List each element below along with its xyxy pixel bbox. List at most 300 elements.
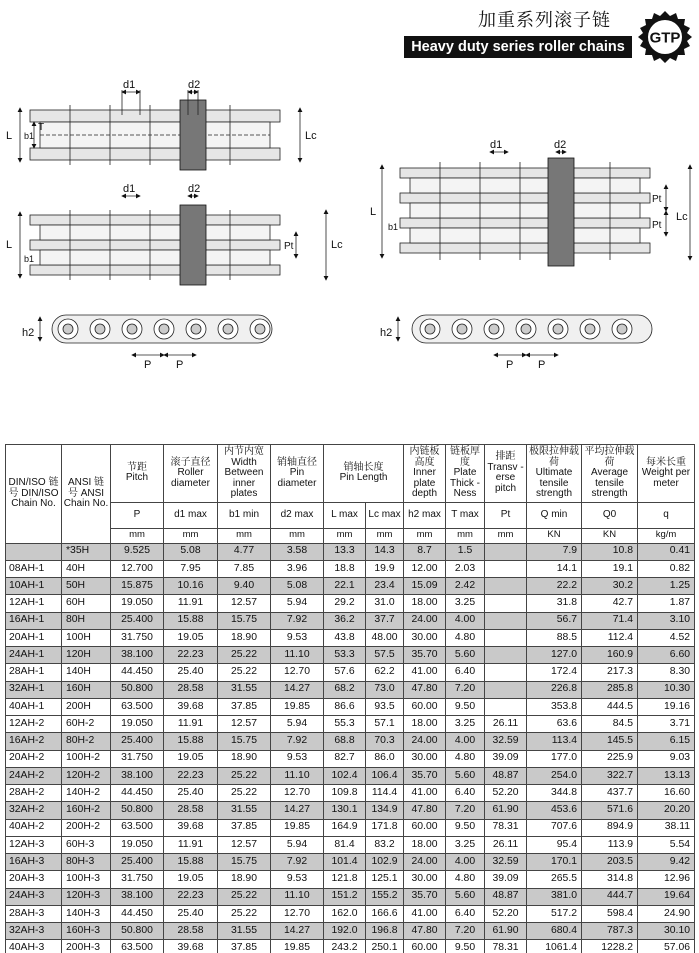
sym-thick: T max: [446, 502, 485, 528]
table-cell: 1.87: [638, 595, 695, 612]
table-cell: 285.8: [582, 681, 638, 698]
table-cell: 11.91: [164, 595, 218, 612]
unit-ultimate: KN: [527, 528, 582, 543]
table-cell: 11.91: [164, 836, 218, 853]
table-cell: 5.08: [271, 578, 324, 595]
table-cell: 20AH-3: [6, 871, 62, 888]
label-L-double: L: [6, 239, 13, 251]
table-row: [6, 698, 695, 715]
table-cell: 15.88: [164, 612, 218, 629]
table-cell: 18.00: [404, 595, 446, 612]
header-pin-length: 销轴长度 Pin Length: [324, 445, 404, 503]
table-cell: 11.10: [271, 888, 324, 905]
table-cell: 15.75: [218, 854, 271, 871]
table-cell: 47.80: [404, 802, 446, 819]
table-cell: 6.40: [446, 785, 485, 802]
label-b1-triple: b1: [388, 222, 399, 232]
table-cell: 1.25: [638, 578, 695, 595]
table-cell: 18.8: [324, 560, 366, 577]
table-cell: 23.4: [366, 578, 404, 595]
table-cell: 120H-3: [62, 888, 111, 905]
table-cell: 55.3: [324, 716, 366, 733]
unit-average: KN: [582, 528, 638, 543]
table-cell: 2.03: [446, 560, 485, 577]
table-cell: 172.4: [527, 664, 582, 681]
table-cell: 52.20: [485, 905, 527, 922]
label-Pt-triple-2: Pt: [652, 220, 662, 231]
table-cell: 15.75: [218, 733, 271, 750]
table-cell: 31.8: [527, 595, 582, 612]
table-cell: 95.4: [527, 836, 582, 853]
table-cell: 18.00: [404, 716, 446, 733]
table-header-row-1: [6, 445, 695, 503]
table-cell: [485, 681, 527, 698]
table-cell: 28AH-3: [6, 905, 62, 922]
table-cell: 7.92: [271, 854, 324, 871]
unit-transverse: mm: [485, 528, 527, 543]
sym-average: Q0: [582, 502, 638, 528]
table-cell: 160H-3: [62, 923, 111, 940]
table-cell: 226.8: [527, 681, 582, 698]
table-row: [6, 647, 695, 664]
table-cell: 6.40: [446, 905, 485, 922]
table-cell: 160.9: [582, 647, 638, 664]
table-cell: [485, 612, 527, 629]
table-cell: 40AH-3: [6, 940, 62, 953]
table-cell: 4.80: [446, 750, 485, 767]
table-row: [6, 940, 695, 953]
header-pitch: 节距 Pitch: [111, 445, 164, 503]
table-cell: 12.70: [271, 664, 324, 681]
header-weight: 每米长重 Weight per meter: [638, 445, 695, 503]
table-cell: 15.09: [404, 578, 446, 595]
label-d1-top: d1: [123, 79, 136, 91]
table-row: [6, 716, 695, 733]
table-cell: 47.80: [404, 923, 446, 940]
table-cell: 18.90: [218, 750, 271, 767]
table-cell: 12AH-3: [6, 836, 62, 853]
table-cell: 100H-2: [62, 750, 111, 767]
table-cell: 61.90: [485, 923, 527, 940]
label-d1-triple: d1: [490, 139, 503, 151]
label-P-left-2: P: [176, 359, 184, 371]
table-cell: 140H-3: [62, 905, 111, 922]
table-cell: 100H-3: [62, 871, 111, 888]
table-cell: 14.27: [271, 802, 324, 819]
table-cell: 4.00: [446, 733, 485, 750]
table-cell: 25.22: [218, 767, 271, 784]
table-cell: [485, 698, 527, 715]
table-cell: 38.11: [638, 819, 695, 836]
table-cell: 140H: [62, 664, 111, 681]
table-cell: 19.05: [164, 629, 218, 646]
table-row: [6, 664, 695, 681]
table-cell: 19.85: [271, 940, 324, 953]
table-cell: [485, 629, 527, 646]
table-cell: 26.11: [485, 716, 527, 733]
label-L-single: L: [6, 130, 13, 142]
table-cell: 15.88: [164, 733, 218, 750]
table-cell: 35.70: [404, 647, 446, 664]
gtp-logo: [636, 10, 694, 64]
table-cell: 10.16: [164, 578, 218, 595]
header-din-iso: DIN/ISO 链号 DIN/ISO Chain No.: [6, 445, 62, 544]
table-cell: 39.09: [485, 750, 527, 767]
header-roller: 滚子直径 Roller diameter: [164, 445, 218, 503]
table-cell: 8.7: [404, 543, 446, 560]
table-cell: 106.4: [366, 767, 404, 784]
table-cell: 30.2: [582, 578, 638, 595]
table-cell: 39.68: [164, 698, 218, 715]
table-row: [6, 767, 695, 784]
table-cell: 217.3: [582, 664, 638, 681]
header-pin: 销轴直径 Pin diameter: [271, 445, 324, 503]
table-cell: 7.92: [271, 733, 324, 750]
table-cell: 7.20: [446, 923, 485, 940]
table-cell: 1061.4: [527, 940, 582, 953]
table-cell: 3.96: [271, 560, 324, 577]
table-cell: 7.20: [446, 681, 485, 698]
table-row: [6, 612, 695, 629]
label-Lc-triple: Lc: [676, 211, 688, 223]
unit-thick: mm: [446, 528, 485, 543]
header-average: 平均拉伸载荷 Average tensile strength: [582, 445, 638, 503]
table-cell: 14.3: [366, 543, 404, 560]
table-row: [6, 543, 695, 560]
sym-pin: d2 max: [271, 502, 324, 528]
table-cell: 11.10: [271, 647, 324, 664]
side-view-right: [380, 315, 652, 371]
table-cell: 11.91: [164, 716, 218, 733]
table-cell: [485, 647, 527, 664]
table-cell: 13.13: [638, 767, 695, 784]
table-cell: 56.7: [527, 612, 582, 629]
table-cell: 3.10: [638, 612, 695, 629]
table-cell: 3.58: [271, 543, 324, 560]
table-cell: 38.100: [111, 647, 164, 664]
table-cell: 437.7: [582, 785, 638, 802]
table-cell: 265.5: [527, 871, 582, 888]
table-cell: 7.20: [446, 802, 485, 819]
table-cell: 80H-2: [62, 733, 111, 750]
table-cell: 37.85: [218, 940, 271, 953]
table-cell: 6.40: [446, 664, 485, 681]
table-cell: 80H-3: [62, 854, 111, 871]
table-cell: 10AH-1: [6, 578, 62, 595]
table-cell: 83.2: [366, 836, 404, 853]
table-cell: 571.6: [582, 802, 638, 819]
table-cell: 444.7: [582, 888, 638, 905]
table-cell: [485, 560, 527, 577]
table-cell: 18.90: [218, 629, 271, 646]
table-cell: 7.85: [218, 560, 271, 577]
table-cell: [485, 578, 527, 595]
table-cell: 109.8: [324, 785, 366, 802]
table-cell: 43.8: [324, 629, 366, 646]
table-cell: 9.03: [638, 750, 695, 767]
label-h2-right: h2: [380, 327, 393, 339]
table-cell: 25.40: [164, 905, 218, 922]
table-cell: 192.0: [324, 923, 366, 940]
table-row: [6, 905, 695, 922]
table-cell: 0.82: [638, 560, 695, 577]
table-cell: 11.10: [271, 767, 324, 784]
table-cell: 53.3: [324, 647, 366, 664]
table-row: [6, 595, 695, 612]
table-cell: 243.2: [324, 940, 366, 953]
table-cell: 93.5: [366, 698, 404, 715]
page-header: [0, 0, 699, 70]
header-ansi: ANSI 链号 ANSI Chain No.: [62, 445, 111, 544]
table-cell: 9.50: [446, 940, 485, 953]
table-cell: 24AH-3: [6, 888, 62, 905]
table-cell: 787.3: [582, 923, 638, 940]
table-row: [6, 802, 695, 819]
table-cell: 314.8: [582, 871, 638, 888]
table-cell: 14.27: [271, 681, 324, 698]
table-cell: 9.40: [218, 578, 271, 595]
table-cell: 894.9: [582, 819, 638, 836]
table-cell: 48.87: [485, 767, 527, 784]
table-cell: 25.22: [218, 888, 271, 905]
table-cell: 24.90: [638, 905, 695, 922]
label-Lc-single: Lc: [305, 130, 317, 142]
table-cell: 680.4: [527, 923, 582, 940]
table-row: [6, 923, 695, 940]
table-cell: 9.525: [111, 543, 164, 560]
table-cell: 22.23: [164, 888, 218, 905]
table-cell: 60.00: [404, 698, 446, 715]
table-cell: 7.95: [164, 560, 218, 577]
unit-L: mm: [324, 528, 366, 543]
table-row: [6, 819, 695, 836]
table-cell: 70.3: [366, 733, 404, 750]
table-cell: 57.06: [638, 940, 695, 953]
table-cell: 170.1: [527, 854, 582, 871]
table-cell: 80H: [62, 612, 111, 629]
table-cell: 31.55: [218, 681, 271, 698]
sym-depth: h2 max: [404, 502, 446, 528]
table-cell: 5.94: [271, 716, 324, 733]
table-cell: 101.4: [324, 854, 366, 871]
table-cell: 9.53: [271, 629, 324, 646]
table-cell: 38.100: [111, 888, 164, 905]
table-cell: 40AH-2: [6, 819, 62, 836]
unit-width: mm: [218, 528, 271, 543]
table-cell: 29.2: [324, 595, 366, 612]
label-d2-triple: d2: [554, 139, 567, 151]
table-cell: 0.41: [638, 543, 695, 560]
label-L-triple: L: [370, 206, 377, 218]
table-cell: 28.58: [164, 681, 218, 698]
table-cell: 707.6: [527, 819, 582, 836]
single-strand-drawing: [6, 79, 317, 170]
table-cell: 68.8: [324, 733, 366, 750]
table-cell: 114.4: [366, 785, 404, 802]
unit-roller: mm: [164, 528, 218, 543]
table-cell: 25.400: [111, 854, 164, 871]
table-cell: 22.23: [164, 647, 218, 664]
table-cell: 41.00: [404, 664, 446, 681]
table-cell: 10.8: [582, 543, 638, 560]
header-ultimate: 极限拉伸载荷 Ultimate tensile strength: [527, 445, 582, 503]
table-cell: 37.85: [218, 819, 271, 836]
table-cell: 60.00: [404, 819, 446, 836]
table-cell: 47.80: [404, 681, 446, 698]
table-cell: 196.8: [366, 923, 404, 940]
table-cell: [485, 664, 527, 681]
spec-table-body: [6, 445, 695, 953]
table-cell: 5.60: [446, 647, 485, 664]
label-b1-single: b1: [24, 131, 35, 141]
table-cell: 177.0: [527, 750, 582, 767]
table-cell: 62.2: [366, 664, 404, 681]
logo-text: GTP: [649, 29, 681, 47]
table-cell: 35.70: [404, 888, 446, 905]
table-cell: 68.2: [324, 681, 366, 698]
title-english: Heavy duty series roller chains: [404, 36, 632, 58]
table-cell: 1.5: [446, 543, 485, 560]
table-cell: 24.00: [404, 733, 446, 750]
table-cell: 12.700: [111, 560, 164, 577]
table-cell: 88.5: [527, 629, 582, 646]
table-cell: 9.42: [638, 854, 695, 871]
sym-weight: q: [638, 502, 695, 528]
table-cell: 160H-2: [62, 802, 111, 819]
label-b1-double: b1: [24, 254, 35, 264]
header-thick: 链板厚度 Plate Thick -Ness: [446, 445, 485, 503]
table-cell: 9.53: [271, 871, 324, 888]
table-cell: 32.59: [485, 733, 527, 750]
table-cell: 19.050: [111, 716, 164, 733]
table-cell: 12AH-2: [6, 716, 62, 733]
table-cell: 12AH-1: [6, 595, 62, 612]
table-cell: 9.50: [446, 819, 485, 836]
unit-pin: mm: [271, 528, 324, 543]
table-cell: 60H-3: [62, 836, 111, 853]
table-cell: 250.1: [366, 940, 404, 953]
table-cell: 57.1: [366, 716, 404, 733]
table-cell: 86.6: [324, 698, 366, 715]
label-d2-double: d2: [188, 183, 201, 195]
label-h2-left: h2: [22, 327, 35, 339]
table-cell: 12.57: [218, 595, 271, 612]
table-cell: 25.400: [111, 612, 164, 629]
table-cell: 517.2: [527, 905, 582, 922]
table-cell: 120H-2: [62, 767, 111, 784]
table-cell: 82.7: [324, 750, 366, 767]
table-cell: 14.1: [527, 560, 582, 577]
table-cell: 15.875: [111, 578, 164, 595]
table-cell: 16AH-1: [6, 612, 62, 629]
table-row: [6, 836, 695, 853]
table-cell: 598.4: [582, 905, 638, 922]
label-P-right-1: P: [506, 359, 514, 371]
label-P-right-2: P: [538, 359, 546, 371]
table-cell: *35H: [62, 543, 111, 560]
table-cell: 63.6: [527, 716, 582, 733]
chain-drawings: [0, 70, 699, 440]
double-strand-drawing: [6, 183, 343, 285]
table-cell: 36.2: [324, 612, 366, 629]
table-cell: 52.20: [485, 785, 527, 802]
table-cell: 24.00: [404, 612, 446, 629]
table-cell: 48.00: [366, 629, 404, 646]
table-cell: 12.57: [218, 836, 271, 853]
label-Pt-triple-1: Pt: [652, 194, 662, 205]
table-row: [6, 785, 695, 802]
table-cell: 32AH-3: [6, 923, 62, 940]
unit-pitch: mm: [111, 528, 164, 543]
table-cell: 37.85: [218, 698, 271, 715]
table-cell: 31.750: [111, 629, 164, 646]
table-cell: 6.15: [638, 733, 695, 750]
table-cell: 3.25: [446, 836, 485, 853]
table-cell: [485, 543, 527, 560]
table-cell: 1228.2: [582, 940, 638, 953]
table-cell: 57.5: [366, 647, 404, 664]
table-cell: 60H: [62, 595, 111, 612]
table-cell: 102.9: [366, 854, 404, 871]
table-cell: 5.94: [271, 595, 324, 612]
table-cell: 15.88: [164, 854, 218, 871]
table-cell: 40H: [62, 560, 111, 577]
table-cell: 63.500: [111, 819, 164, 836]
label-d2-top: d2: [188, 79, 201, 91]
table-cell: 19.050: [111, 836, 164, 853]
table-cell: 25.40: [164, 664, 218, 681]
table-cell: 24AH-2: [6, 767, 62, 784]
table-cell: 19.9: [366, 560, 404, 577]
table-cell: 162.0: [324, 905, 366, 922]
table-cell: 100H: [62, 629, 111, 646]
table-cell: 16AH-3: [6, 854, 62, 871]
table-cell: 203.5: [582, 854, 638, 871]
table-cell: 24.00: [404, 854, 446, 871]
table-cell: 7.92: [271, 612, 324, 629]
table-cell: 22.2: [527, 578, 582, 595]
label-Lc-double: Lc: [331, 239, 343, 251]
table-cell: 60H-2: [62, 716, 111, 733]
table-cell: 31.750: [111, 871, 164, 888]
table-cell: 254.0: [527, 767, 582, 784]
table-cell: 171.8: [366, 819, 404, 836]
table-cell: 41.00: [404, 785, 446, 802]
table-cell: 18.00: [404, 836, 446, 853]
sym-pitch: P: [111, 502, 164, 528]
table-cell: 50.800: [111, 802, 164, 819]
table-cell: 71.4: [582, 612, 638, 629]
sym-ultimate: Q min: [527, 502, 582, 528]
table-cell: 24AH-1: [6, 647, 62, 664]
table-cell: 113.9: [582, 836, 638, 853]
table-cell: 22.23: [164, 767, 218, 784]
table-cell: 12.00: [404, 560, 446, 577]
table-cell: 84.5: [582, 716, 638, 733]
sym-Lc: Lc max: [366, 502, 404, 528]
table-cell: 8.30: [638, 664, 695, 681]
table-cell: 35.70: [404, 767, 446, 784]
table-cell: 12.70: [271, 785, 324, 802]
table-cell: 38.100: [111, 767, 164, 784]
table-row: [6, 629, 695, 646]
table-cell: 16.60: [638, 785, 695, 802]
table-row: [6, 871, 695, 888]
table-cell: 25.22: [218, 647, 271, 664]
table-cell: 225.9: [582, 750, 638, 767]
table-cell: 57.6: [324, 664, 366, 681]
label-d1-double: d1: [123, 183, 136, 195]
